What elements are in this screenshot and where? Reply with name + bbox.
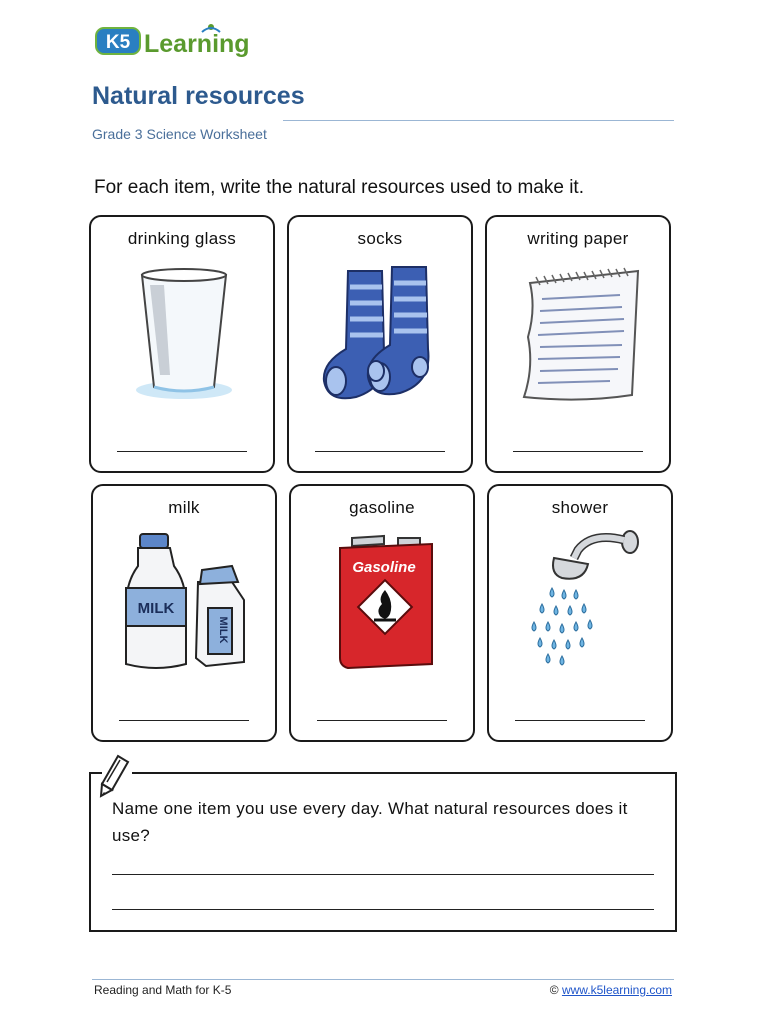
instruction-text: For each item, write the natural resources used to make it. [94,177,584,198]
answer-line[interactable] [515,720,645,721]
item-label: writing paper [527,229,629,248]
shower-head-icon [512,526,652,676]
logo-k5-text: K5 [105,32,131,53]
answer-line[interactable] [317,720,447,721]
answer-line[interactable] [117,451,247,452]
answer-line[interactable] [513,451,643,452]
item-label: drinking glass [127,229,237,248]
question-answer-line[interactable] [112,874,654,875]
item-card-socks [287,215,473,473]
writing-paper-icon [510,257,650,407]
item-label: socks [357,229,403,248]
k5-learning-logo[interactable] [94,20,264,62]
svg-text:MILK: MILK [217,616,229,644]
item-card-drinking-glass [89,215,275,473]
pencil-icon [96,752,136,800]
page-title: Natural resources [92,82,305,110]
gasoline-can-icon [314,526,454,676]
item-label: milk [168,498,200,517]
footer-link-group [550,983,672,997]
item-card-milk [91,484,277,742]
answer-line[interactable] [119,720,249,721]
gasoline-can-text: Gasoline [352,559,416,576]
item-card-shower [487,484,673,742]
item-label: gasoline [349,498,415,517]
footer-tagline: Reading and Math for K-5 [94,983,232,997]
answer-line[interactable] [315,451,445,452]
question-answer-line[interactable] [112,909,654,910]
footer-divider [92,979,674,980]
header-divider [283,120,674,121]
copyright-symbol: © [549,983,559,997]
socks-icon [312,257,452,407]
item-card-gasoline [289,484,475,742]
milk-icon [116,526,256,676]
logo-word-text: Learning [144,30,250,58]
item-label: shower [551,498,609,517]
drinking-glass-icon [114,257,254,407]
svg-text:MILK: MILK [137,600,175,617]
item-card-writing-paper [485,215,671,473]
page-subtitle: Grade 3 Science Worksheet [92,126,267,142]
website-link[interactable]: www.k5learning.com [561,983,672,997]
question-text: Name one item you use every day. What natural resources does it use? [112,799,628,845]
